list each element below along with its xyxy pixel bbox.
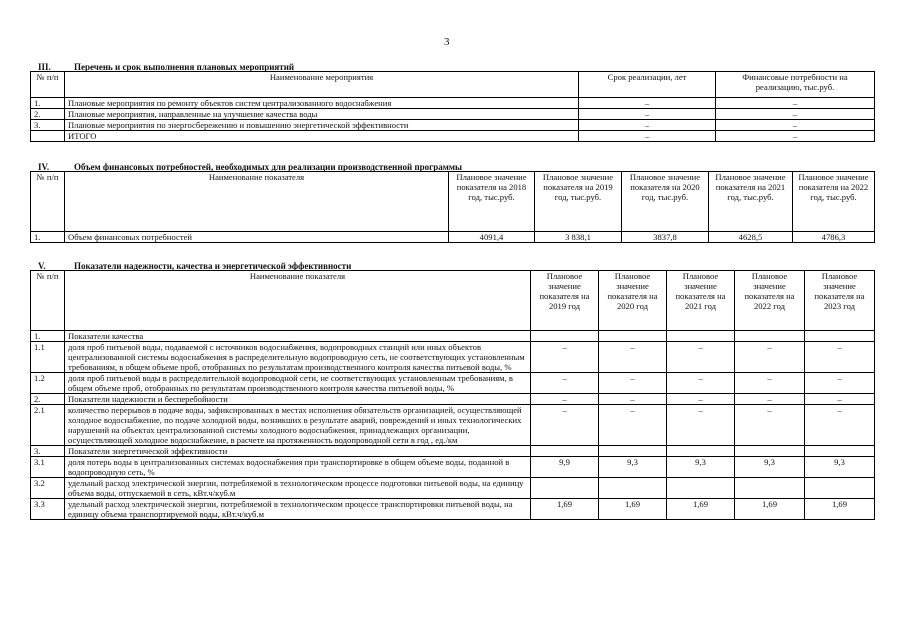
row-num: 1.2 [31,373,65,394]
row-num: 2. [31,394,65,405]
table-row-group [31,446,875,457]
table-row [31,405,875,446]
row-value: – [531,342,599,373]
sec3-header-finance: Финансовые потребности на реализацию, тыс.руб. [716,72,875,98]
row-value: – [735,373,805,394]
row-value: – [735,342,805,373]
section-3-table [30,71,875,142]
row-name: доля проб питьевой воды, подаваемой с источников водоснабжения, водопроводных станций или иных объектов централизованной системы водоснабжения в распределительную водопроводную сеть, не соответствующих установленным требованиям, в общем объеме проб, отобранных по результатам производственного контроля качества питьевой воды, % [65,342,531,373]
table-row [31,109,875,120]
row-value: 4628,5 [709,232,793,243]
section-4-heading: Объем финансовых потребностей, необходимых для реализации производственной программы [74,162,463,172]
row-num: 1. [31,98,65,109]
row-value: – [531,373,599,394]
row-num: 1.1 [31,342,65,373]
table-row [31,98,875,109]
row-value: 1,69 [667,499,735,520]
row-name: Плановые мероприятия, направленные на улучшение качества воды [65,109,579,120]
row-name: Плановые мероприятия по энергосбережению и повышению энергетической эффективности [65,120,579,131]
row-value: – [805,405,875,446]
table-row [31,457,875,478]
sec4-header-name: Наименование показателя [65,172,449,232]
sec5-header-year: Плановое значение показателя на 2020 год [599,271,667,331]
sec4-header-year: Плановое значение показателя на 2022 год, тыс.руб. [793,172,875,232]
sec4-header-year: Плановое значение показателя на 2018 год, тыс.руб. [449,172,535,232]
sec3-header-name: Наименование мероприятия [65,72,579,98]
row-name: удельный расход электрической энергии, потребляемой в технологическом процессе подготовки питьевой воды, на единицу объема воды, отпускаемой в сеть, кВт.ч/куб.м [65,478,531,499]
row-num: 3.3 [31,499,65,520]
row-value: – [667,342,735,373]
row-value: – [667,373,735,394]
row-name: количество перерывов в подаче воды, зафиксированных в местах исполнения обязательств организацией, осуществляющей холодное водоснабжение, по подаче холодной воды, возникших в результате аварий, повреждений и иных технологических нарушений на объектах централизованной системы холодного водоснабжения, принадлежащих организации, осуществляющей холодное водоснабжение, в расчете на протяженность водопроводной сети в год , ед./км [65,405,531,446]
row-finance: – [716,109,875,120]
row-num: 3.2 [31,478,65,499]
row-value: – [599,373,667,394]
row-value: 3837,8 [622,232,709,243]
row-value: 1,69 [805,499,875,520]
row-value: 9,3 [667,457,735,478]
row-value: 1,69 [531,499,599,520]
row-value: – [735,405,805,446]
row-num: 2. [31,109,65,120]
section-4-number: IV. [38,162,50,172]
row-value: – [805,394,875,405]
row-value [735,478,805,499]
row-value: 1,69 [599,499,667,520]
row-term: – [579,98,716,109]
row-num: 3. [31,120,65,131]
row-value: 4091,4 [449,232,535,243]
sec5-header-year: Плановое значение показателя на 2023 год [805,271,875,331]
table-row [31,120,875,131]
table-row-group [31,331,875,342]
row-name: удельный расход электрической энергии, потребляемой в технологическом процессе транспортировки питьевой воды, на единицу объема транспортируемой воды, кВт.ч/куб.м [65,499,531,520]
row-value: – [531,405,599,446]
row-term: – [579,131,716,142]
section-4-table [30,171,875,243]
row-name: ИТОГО [65,131,579,142]
sec5-header-year: Плановое значение показателя на 2019 год [531,271,599,331]
row-name: доля проб питьевой воды в распределительной водопроводной сети, не соответствующих установленным требованиям, в общем объеме проб, отобранных по результатам производственного контроля качества питьевой воды, % [65,373,531,394]
row-value: – [667,394,735,405]
row-term: – [579,109,716,120]
row-value: – [735,394,805,405]
row-name: Объем финансовых потребностей [65,232,449,243]
table-row [31,499,875,520]
section-3-heading: Перечень и срок выполнения плановых мероприятий [74,62,295,72]
row-value: – [599,405,667,446]
row-value: – [599,394,667,405]
sec5-header-year: Плановое значение показателя на 2022 год [735,271,805,331]
row-value: – [531,394,599,405]
row-finance: – [716,98,875,109]
row-num: 3.1 [31,457,65,478]
row-value: – [599,342,667,373]
row-value: 4786,3 [793,232,875,243]
row-name: Показатели качества [65,331,531,342]
row-name: доля потерь воды в централизованных системах водоснабжения при транспортировке в общем объеме воды, поданной в водопроводную сеть, % [65,457,531,478]
row-value: – [805,373,875,394]
section-5-number: V. [38,261,46,271]
row-name: Показатели надежности и бесперебойности [65,394,531,405]
table-row [31,394,875,405]
row-value: 1,69 [735,499,805,520]
row-value: – [667,405,735,446]
table-row [31,342,875,373]
table-row [31,232,875,243]
row-term: – [579,120,716,131]
row-value: 9,9 [531,457,599,478]
row-finance: – [716,131,875,142]
sec5-header-year: Плановое значение показателя на 2021 год [667,271,735,331]
row-value: 3 838,1 [535,232,622,243]
row-value: 9,3 [735,457,805,478]
row-value [805,478,875,499]
sec4-header-year: Плановое значение показателя на 2020 год, тыс.руб. [622,172,709,232]
row-num: 1. [31,232,65,243]
sec5-header-name: Наименование показателя [65,271,531,331]
row-finance: – [716,120,875,131]
section-5-heading: Показатели надежности, качества и энергетической эффективности [74,261,352,271]
table-row [31,373,875,394]
row-num: 3. [31,446,65,457]
section-3-number: III. [38,62,51,72]
row-num [31,131,65,142]
table-row [31,478,875,499]
sec3-header-num: № п/п [31,72,65,98]
section-5-table [30,270,875,520]
sec4-header-year: Плановое значение показателя на 2019 год, тыс.руб. [535,172,622,232]
row-value: 9,3 [805,457,875,478]
row-name: Показатели энергетической эффективности [65,446,531,457]
row-value: 9,3 [599,457,667,478]
page-number: 3 [444,36,450,48]
row-name: Плановые мероприятия по ремонту объектов систем централизованного водоснабжения [65,98,579,109]
sec3-header-term: Срок реализации, лет [579,72,716,98]
sec5-header-num: № п/п [31,271,65,331]
table-row-total [31,131,875,142]
row-num: 1. [31,331,65,342]
row-value: – [805,342,875,373]
row-value [531,478,599,499]
row-value [599,478,667,499]
sec4-header-year: Плановое значение показателя на 2021 год, тыс.руб. [709,172,793,232]
sec4-header-num: № п/п [31,172,65,232]
row-value [667,478,735,499]
row-num: 2.1 [31,405,65,446]
